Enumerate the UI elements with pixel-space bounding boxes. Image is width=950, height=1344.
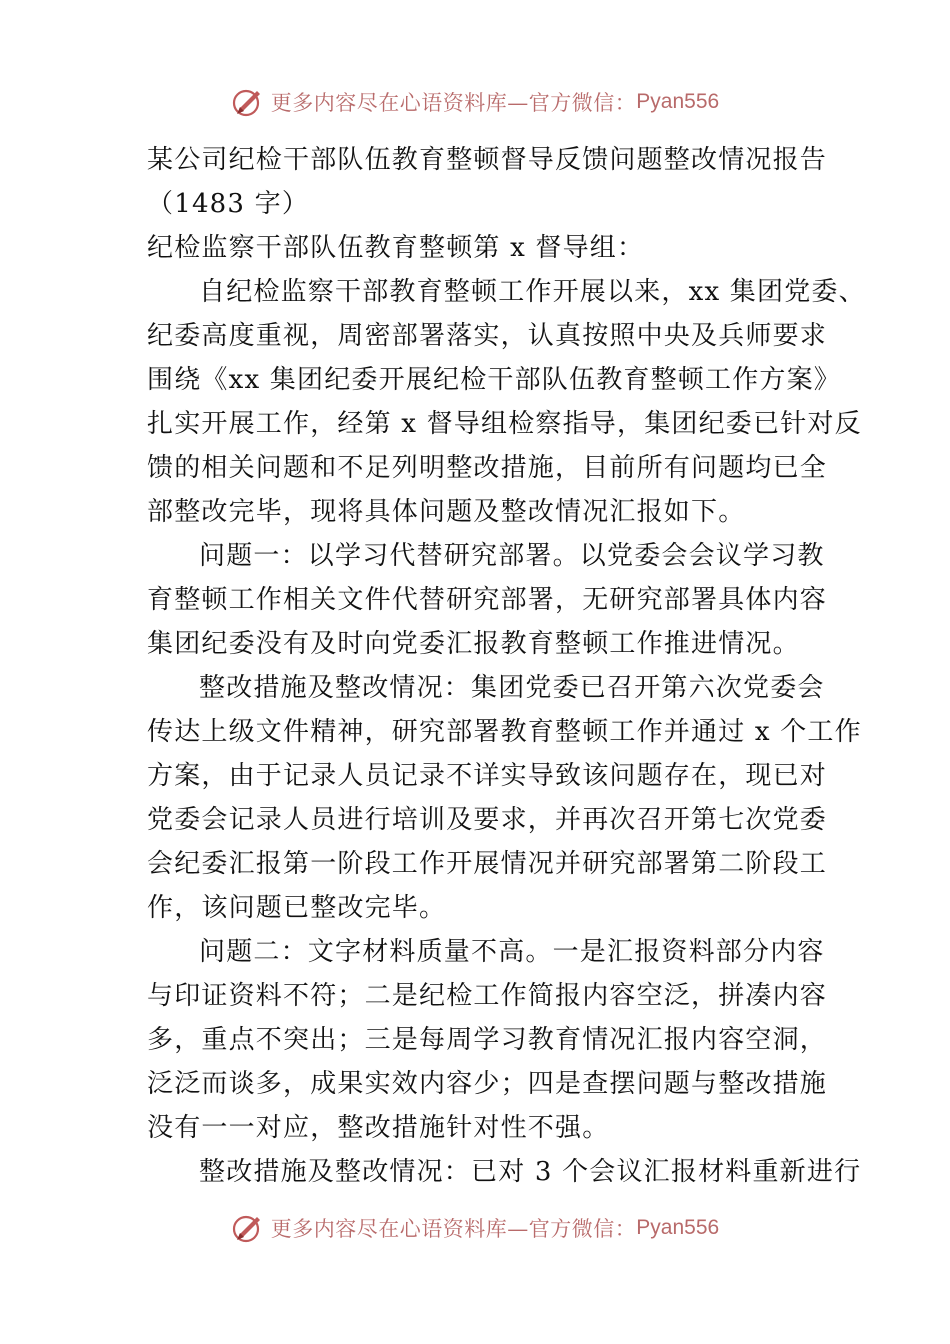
paragraph-line: 纪委高度重视，周密部署落实，认真按照中央及兵师要求 <box>147 321 828 351</box>
pen-circle-icon <box>231 1211 265 1245</box>
paragraph-line: 与印证资料不符；二是纪检工作简报内容空泛，拼凑内容 <box>147 981 828 1011</box>
watermark-banner-bottom <box>0 1208 950 1248</box>
watermark-text: 更多内容尽在心语资料库—官方微信： <box>270 1217 637 1241</box>
paragraph-line: 没有一一对应，整改措施针对性不强。 <box>147 1113 610 1143</box>
paragraph-line: 整改措施及整改情况：集团党委已召开第六次党委会 <box>199 673 825 703</box>
title-word-count: （1483 字） <box>147 189 310 219</box>
paragraph-line: 问题一：以学习代替研究部署。以党委会会议学习教 <box>199 541 825 571</box>
paragraph-line: 围绕《xx 集团纪委开展纪检干部队伍教育整顿工作方案》 <box>147 365 841 395</box>
paragraph-line: 传达上级文件精神，研究部署教育整顿工作并通过 x 个工作 <box>147 717 862 747</box>
paragraph-line: 会纪委汇报第一阶段工作开展情况并研究部署第二阶段工 <box>147 849 828 879</box>
salutation: 纪检监察干部队伍教育整顿第 x 督导组： <box>147 233 645 263</box>
document-title: 某公司纪检干部队伍教育整顿督导反馈问题整改情况报告 <box>147 145 828 175</box>
paragraph-line: 方案，由于记录人员记录不详实导致该问题存在，现已对 <box>147 761 828 791</box>
watermark-text: 更多内容尽在心语资料库—官方微信： <box>270 91 637 115</box>
watermark-id: Pyan556 <box>636 90 720 113</box>
paragraph-line: 整改措施及整改情况：已对 3 个会议汇报材料重新进行 <box>199 1157 862 1187</box>
paragraph-line: 集团纪委没有及时向党委汇报教育整顿工作推进情况。 <box>147 629 800 659</box>
paragraph-line: 馈的相关问题和不足列明整改措施，目前所有问题均已全 <box>147 453 828 483</box>
watermark-id: Pyan556 <box>636 1216 720 1239</box>
paragraph-line: 部整改完毕，现将具体问题及整改情况汇报如下。 <box>147 497 746 527</box>
paragraph-line: 作，该问题已整改完毕。 <box>147 893 447 923</box>
watermark-banner-top <box>0 82 950 122</box>
document-body <box>147 138 866 1194</box>
paragraph-line: 扎实开展工作，经第 x 督导组检察指导，集团纪委已针对反 <box>147 409 862 439</box>
paragraph-line: 自纪检监察干部教育整顿工作开展以来，xx 集团党委、 <box>199 277 866 307</box>
paragraph-line: 多，重点不突出；三是每周学习教育情况汇报内容空洞， <box>147 1025 828 1055</box>
paragraph-line: 问题二：文字材料质量不高。一是汇报资料部分内容 <box>199 937 825 967</box>
paragraph-line: 泛泛而谈多，成果实效内容少；四是查摆问题与整改措施 <box>147 1069 828 1099</box>
paragraph-line: 党委会记录人员进行培训及要求，并再次召开第七次党委 <box>147 805 828 835</box>
paragraph-line: 育整顿工作相关文件代替研究部署，无研究部署具体内容 <box>147 585 828 615</box>
pen-circle-icon <box>231 85 265 119</box>
